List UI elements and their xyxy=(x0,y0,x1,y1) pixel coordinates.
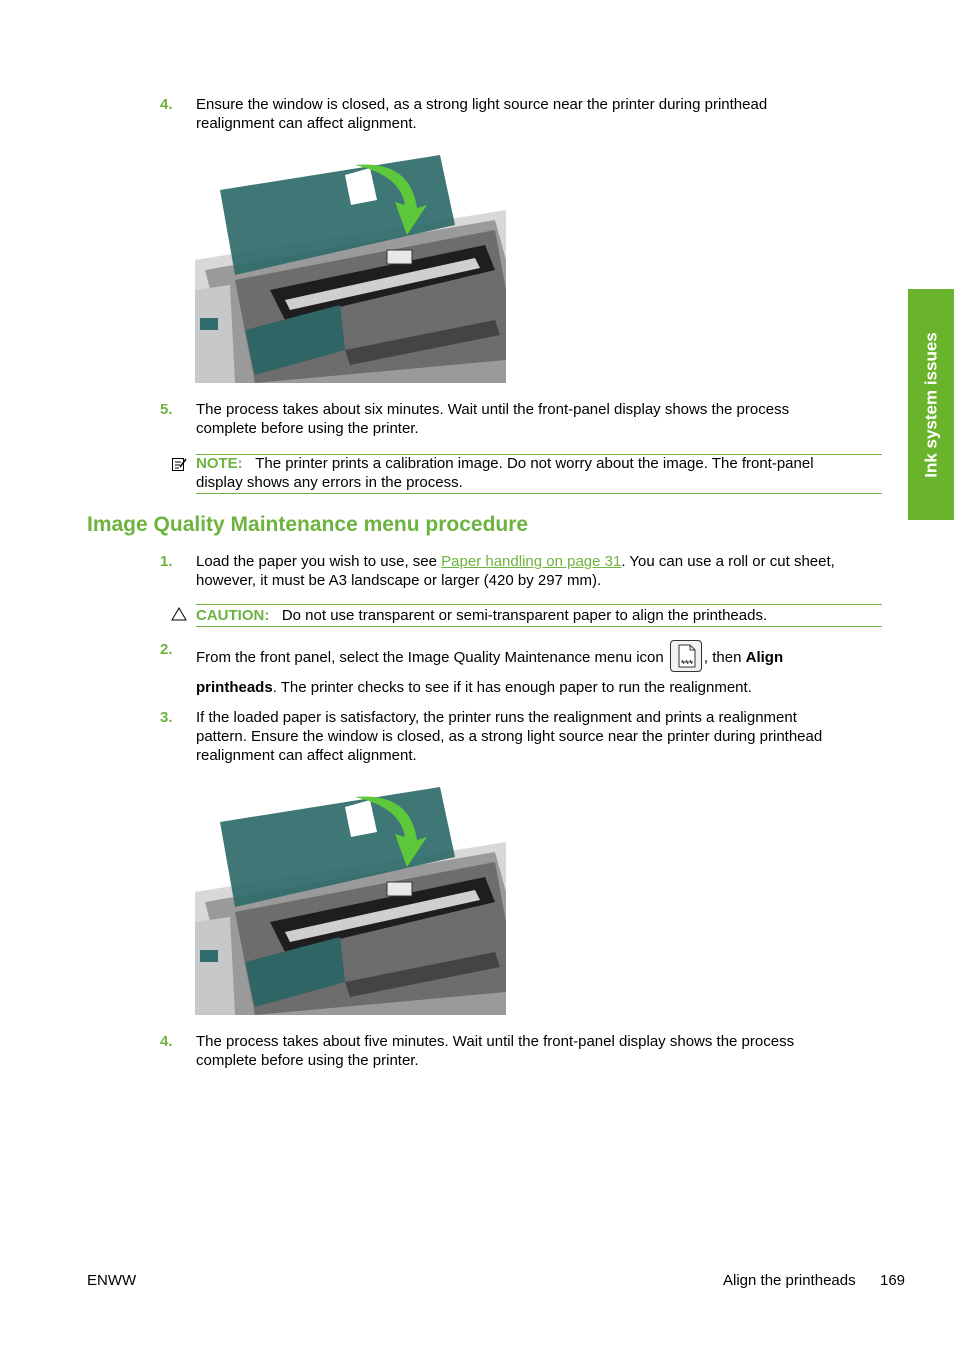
caution-icon xyxy=(171,606,187,622)
caution-text xyxy=(196,606,886,625)
step-number: 4. xyxy=(160,1033,173,1050)
footer-left: ENWW xyxy=(87,1272,137,1289)
caution-rule-bottom xyxy=(196,626,882,627)
step-text xyxy=(196,400,886,438)
step-text-line: Ensure the window is closed, as a strong light source near the printer during printhead xyxy=(196,96,768,113)
paper-handling-link[interactable]: Paper handling on page 31 xyxy=(441,553,622,570)
image-quality-menu-icon xyxy=(670,640,702,672)
caution-line: Do not use transparent or semi-transparent paper to align the printheads. xyxy=(281,607,768,624)
note-icon xyxy=(171,456,187,472)
step-text-line: realignment can affect alignment. xyxy=(196,115,417,132)
step-text xyxy=(196,552,886,590)
step-text-line: If the loaded paper is satisfactory, the printer runs the realignment and prints a realignment xyxy=(196,709,797,726)
step-text-line: realignment can affect alignment. xyxy=(196,747,417,764)
chapter-side-tab xyxy=(908,289,954,520)
step-text xyxy=(196,1032,886,1070)
step-text-segment: From the front panel, select the Image Quality Maintenance menu icon xyxy=(196,648,664,666)
caution-label: CAUTION: xyxy=(196,607,270,624)
step-text-line: The process takes about five minutes. Wait until the front-panel display shows the process xyxy=(196,1033,795,1050)
printer-illustration xyxy=(195,782,506,1015)
step-number: 3. xyxy=(160,709,173,726)
step-text xyxy=(196,642,886,701)
step-text-segment: . You can use a roll or cut sheet, xyxy=(621,553,835,570)
section-heading: Image Quality Maintenance menu procedure xyxy=(87,513,529,536)
chapter-side-tab-label: Ink system issues xyxy=(921,331,941,478)
step-text-bold: Align xyxy=(745,648,784,666)
note-label: NOTE: xyxy=(196,455,243,472)
step-text-segment: . The printer checks to see if it has enough paper to run the realignment. xyxy=(272,679,752,696)
step-text-line: complete before using the printer. xyxy=(196,1052,419,1069)
step-number: 1. xyxy=(160,553,173,570)
note-line: display shows any errors in the process. xyxy=(196,474,463,491)
step-text-line: The process takes about six minutes. Wait until the front-panel display shows the process xyxy=(196,401,790,418)
step-text-line: complete before using the printer. xyxy=(196,420,419,437)
step-text-line: however, it must be A3 landscape or larger (420 by 297 mm). xyxy=(196,572,602,589)
step-text-bold: printheads xyxy=(196,679,273,696)
step-number: 2. xyxy=(160,641,173,658)
printer-illustration xyxy=(195,150,506,383)
step-text-segment: , then xyxy=(703,648,746,666)
step-text xyxy=(196,95,886,133)
page-number: 169 xyxy=(880,1272,906,1289)
note-rule-bottom xyxy=(196,493,882,494)
step-number: 4. xyxy=(160,96,173,113)
note-text xyxy=(196,454,886,492)
step-text-line: pattern. Ensure the window is closed, as a strong light source near the printer during printhead xyxy=(196,728,823,745)
step-number: 5. xyxy=(160,401,173,418)
caution-rule-top xyxy=(196,604,882,605)
footer-title: Align the printheads xyxy=(723,1272,856,1289)
note-line: The printer prints a calibration image. Do not worry about the image. The front-panel xyxy=(255,455,814,472)
step-text-segment: Load the paper you wish to use, see xyxy=(196,553,442,570)
step-text xyxy=(196,708,886,765)
